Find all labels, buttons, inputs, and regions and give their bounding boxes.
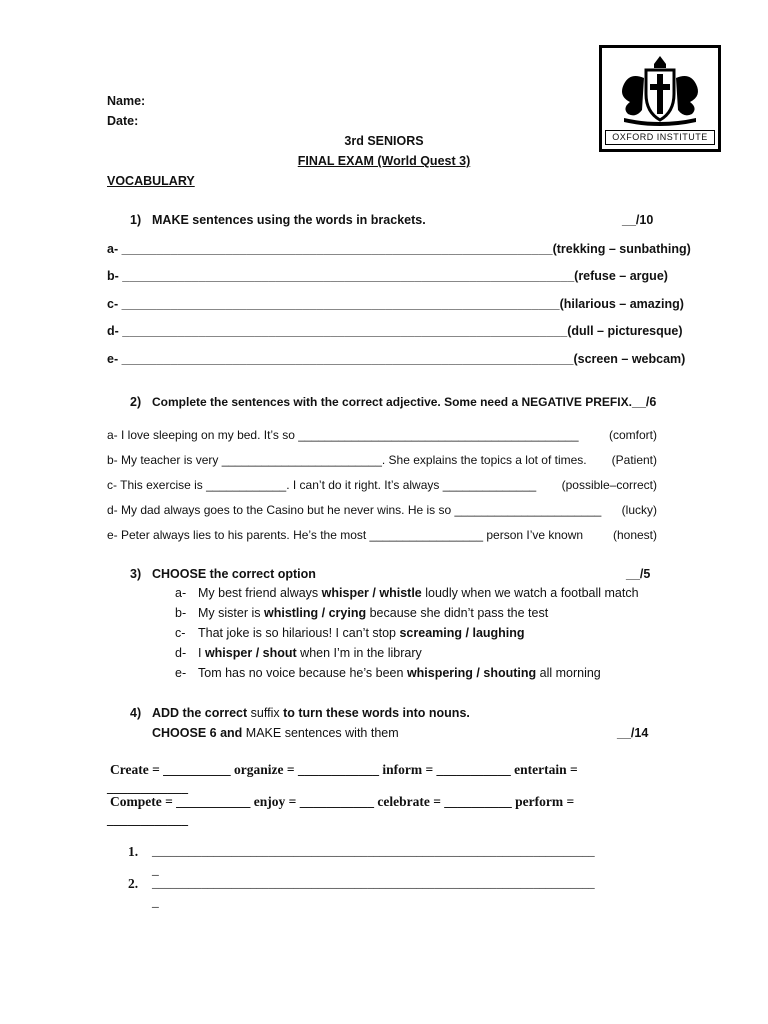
q1-item[interactable] [107,242,691,256]
q2-sentence[interactable]: a- I love sleeping on my bed. It’s so __________________________________________ [107,428,579,442]
q2-instruction: Complete the sentences with the correct adjective. Some need a NEGATIVE PREFIX. [152,395,632,409]
q2-base-word: (honest) [612,528,657,542]
q3-item: a- My best friend always whisper / whistle loudly when we watch a football match [175,586,639,600]
q2-item[interactable] [107,453,657,467]
q2-sentence[interactable]: c- This exercise is ____________. I can’t do it right. It’s always ______________ [107,478,537,492]
q2-base-word: (lucky) [621,503,657,517]
q3-score: __/5 [626,567,651,581]
q2-base-word: (Patient) [611,453,657,467]
q3-option[interactable]: whistle [379,586,422,600]
q4-words-row-cont[interactable]: ____________ [107,812,188,827]
q1-words: (screen – webcam) [573,352,686,366]
q3-number: 3) [130,567,142,581]
q1-answer-line[interactable]: d- ________________________________________________________________ [107,324,568,338]
q3-item: e- Tom has no voice because he’s been whispering / shouting all morning [175,666,601,680]
q3-item: b- My sister is whistling / crying because she didn’t pass the test [175,606,549,620]
name-label: Name: [107,94,146,108]
q1-item[interactable] [107,352,686,366]
logo-caption: OXFORD INSTITUTE [605,130,715,145]
q4-answer-line-cont[interactable]: _ [152,894,159,909]
q3-letter: b- [175,606,187,620]
q1-item[interactable] [107,297,684,311]
q3-letter: d- [175,646,187,660]
section-title: VOCABULARY [107,174,195,188]
q4-instruction-line2: CHOOSE 6 and MAKE sentences with them [152,726,399,740]
q2-sentence[interactable]: e- Peter always lies to his parents. He’s the most _________________ person I’ve known [107,528,584,542]
q3-option[interactable]: shouting [483,666,537,680]
q3-item: d- I whisper / shout when I’m in the library [175,646,422,660]
q1-item[interactable] [107,269,668,283]
q2-sentence[interactable]: d- My dad always goes to the Casino but he never wins. He is so ______________________ [107,503,602,517]
level-title: 3rd SENIORS [344,134,424,148]
q1-words: (hilarious – amazing) [559,297,684,311]
q3-instruction: CHOOSE the correct option [152,567,316,581]
q4-score: __/14 [617,726,649,740]
q3-option[interactable]: crying [328,606,367,620]
q2-base-word: (comfort) [609,428,657,442]
q3-letter: c- [175,626,186,640]
q4-instruction-line1: ADD the correct suffix to turn these words into nouns. [152,706,470,720]
q4-answer-line-cont[interactable]: _ [152,862,159,877]
exam-title: FINAL EXAM (World Quest 3) [297,154,471,168]
q4-words-row-cont[interactable]: ____________ [107,780,188,795]
q4-line-number: 2. [128,876,139,891]
q4-words-row[interactable]: Compete = ___________ enjoy = ___________ celebrate = __________ perform = [110,794,575,809]
q2-item[interactable] [107,478,657,492]
q1-instruction: MAKE sentences using the words in brackets. [152,213,426,227]
q1-answer-line[interactable]: c- _______________________________________________________________ [107,297,560,311]
q1-words: (refuse – argue) [574,269,668,283]
q1-number: 1) [130,213,142,227]
q4-answer-line[interactable]: ________________________________________________________________________ [152,844,595,858]
q1-answer-line[interactable]: a- ______________________________________________________________ [107,242,553,256]
q1-words: (dull – picturesque) [567,324,683,338]
q3-letter: e- [175,666,187,680]
q1-answer-line[interactable]: b- _________________________________________________________________ [107,269,575,283]
q4-number: 4) [130,706,142,720]
q1-answer-line[interactable]: e- _________________________________________________________________ [107,352,574,366]
q1-score: __/10 [622,213,654,227]
q3-letter: a- [175,586,187,600]
q2-score: __/6 [632,395,657,409]
q4-answer-line[interactable]: ________________________________________________________________________ [152,876,595,890]
q1-item[interactable] [107,324,683,338]
q1-words: (trekking – sunbathing) [552,242,691,256]
coat-of-arms-icon [610,52,710,128]
q3-option[interactable]: whispering [406,666,473,680]
q4-line-number: 1. [128,844,139,859]
q3-option[interactable]: shout [262,646,297,660]
q2-item[interactable] [107,428,657,442]
q3-option[interactable]: whisper [204,646,253,660]
q2-base-word: (possible–correct) [561,478,657,492]
q2-item[interactable] [107,503,657,517]
q3-option[interactable]: whisper [321,586,369,600]
date-label: Date: [107,114,139,128]
q3-option[interactable]: laughing [472,626,525,640]
q3-option[interactable]: whistling [263,606,319,620]
q3-option[interactable]: screaming [399,626,463,640]
q3-item: c- That joke is so hilarious! I can’t stop screaming / laughing [175,626,525,640]
q2-sentence[interactable]: b- My teacher is very ________________________. She explains the topics a lot of times. [107,453,587,467]
q4-words-row[interactable]: Create = __________ organize = ____________ inform = ___________ entertain = [110,762,578,777]
q2-item[interactable] [107,528,657,542]
q2-number: 2) [130,395,142,409]
